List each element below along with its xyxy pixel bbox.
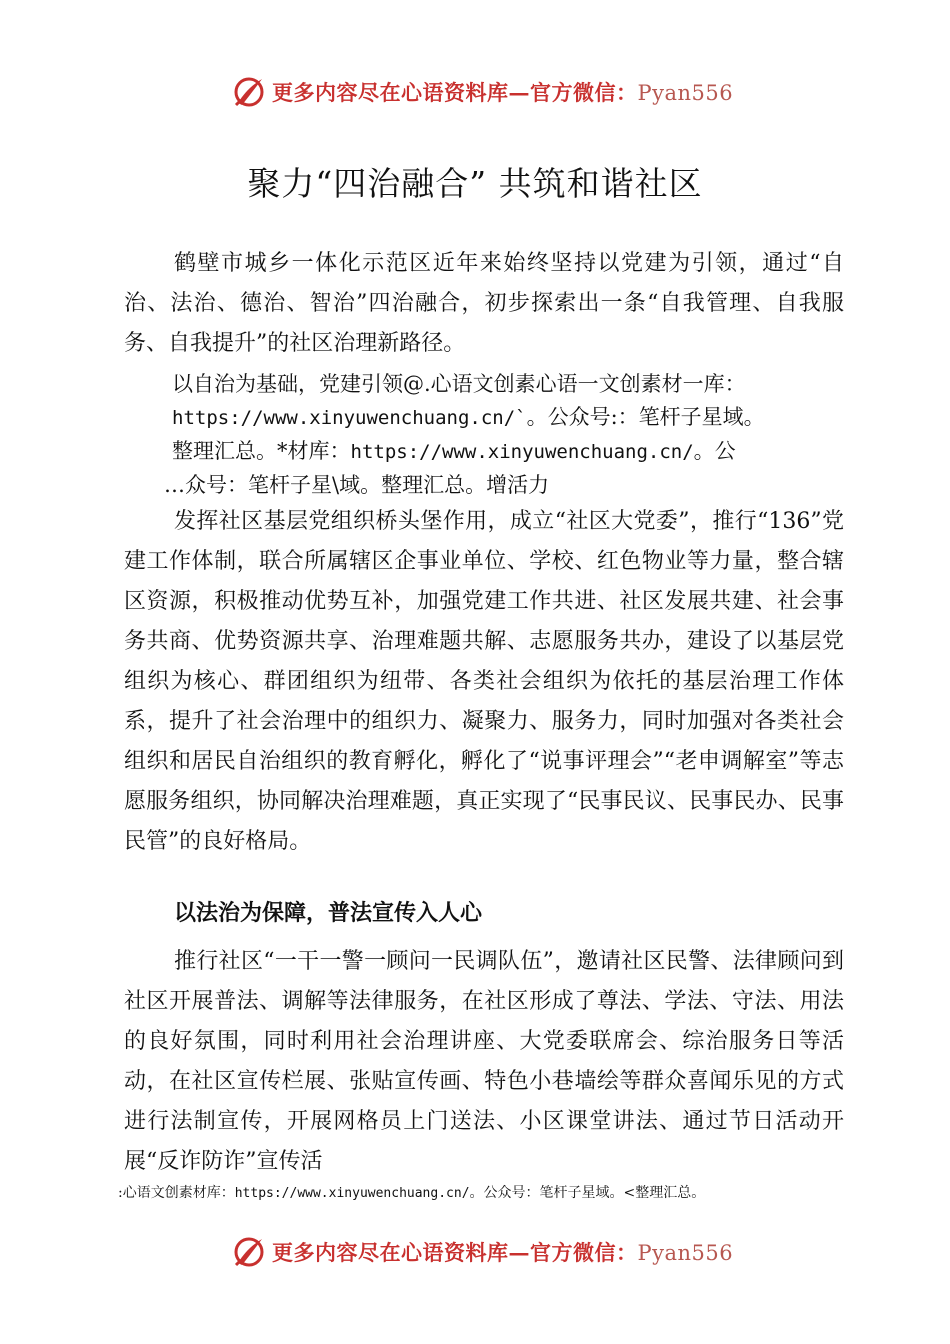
- section2-body: 推行社区“一干一警一顾问一民调队伍”，邀请社区民警、法律顾问到社区开展普法、调解等法律服务，在社区形成了尊法、学法、守法、用法的良好氛围，同时利用社会治理讲座、大党委联席会、综治服务日等活动，在社区宣传栏展、张贴宣传画、特色小巷墙绘等群众喜闻乐见的方式进行法制宣传，开展网格员上门送法、小区课堂讲法、通过节日活动开展“反诈防诈”宣传活: [124, 949, 844, 1174]
- source-url: https://www.xinyuwenchuang.cn/`: [172, 407, 527, 429]
- banner-text: 更多内容尽在心语资料库—官方微信：Pyan556: [272, 80, 734, 105]
- source-url-2: https://www.xinyuwenchuang.cn/: [350, 441, 694, 463]
- footer-url: https://www.xinyuwenchuang.cn/: [234, 1186, 470, 1201]
- wechat-id: Pyan556: [637, 81, 734, 105]
- section2-heading: 以法治为保障，普法宣传入人心: [174, 901, 483, 926]
- footer-source-note: :心语文创素材库：https://www.xinyuwenchuang.cn/。公众号：笔杆子星域。<整理汇总。: [118, 1185, 706, 1201]
- footer-banner: [232, 1230, 752, 1274]
- section1-heading: [164, 368, 862, 502]
- section1-heading-line1: 以自治为基础，党建引领@.心语文创素心语一文创素材一库：: [172, 372, 746, 396]
- brush-logo-icon: [232, 75, 266, 109]
- section1-heading-line4: …众号：笔杆子星\域。整理汇总。增活力: [164, 473, 550, 497]
- header-banner: [232, 70, 752, 114]
- brush-logo-icon: [232, 1235, 266, 1269]
- intro-paragraph: 鹤壁市城乡一体化示范区近年来始终坚持以党建为引领，通过“自治、法治、德治、智治”四治融合，初步探索出一条“自我管理、自我服务、自我提升”的社区治理新路径。: [124, 251, 844, 356]
- banner-text: 更多内容尽在心语资料库—官方微信：Pyan556: [272, 1240, 734, 1265]
- wechat-id: Pyan556: [637, 1241, 734, 1265]
- section1-body: 发挥社区基层党组织桥头堡作用，成立“社区大党委”，推行“136”党建工作体制，联合所属辖区企事业单位、学校、红色物业等力量，整合辖区资源，积极推动优势互补，加强党建工作共进、社区发展共建、社会事务共商、优势资源共享、治理难题共解、志愿服务共办，建设了以基层党组织为核心、群团组织为纽带、各类社会组织为依托的基层治理工作体系，提升了社会治理中的组织力、凝聚力、服务力，同时加强对各类社会组织和居民自治组织的教育孵化，孵化了“说事评理会”“老申调解室”等志愿服务组织，协同解决治理难题，真正实现了“民事民议、民事民办、民事民管”的良好格局。: [124, 509, 844, 854]
- section1-heading-line3: 整理汇总。*材库：https://www.xinyuwenchuang.cn/。公: [172, 439, 736, 463]
- section1-heading-line2: https://www.xinyuwenchuang.cn/`。公众号:：笔杆子星域。: [172, 405, 765, 429]
- page-title: 聚力“四治融合” 共筑和谐社区: [247, 164, 703, 203]
